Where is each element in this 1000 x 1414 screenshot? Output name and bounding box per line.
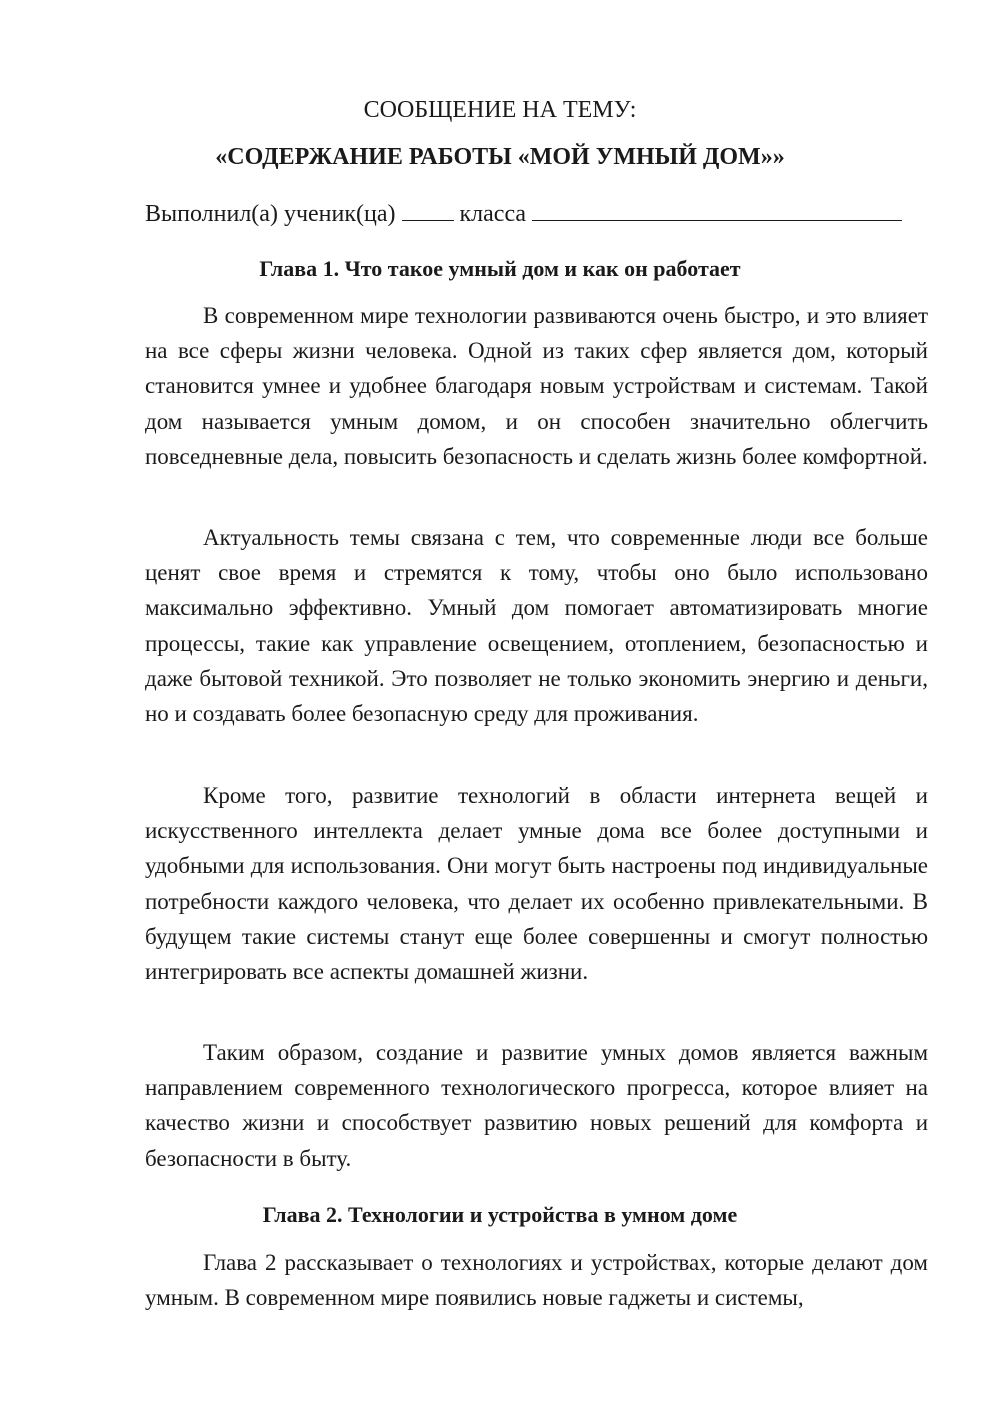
document-title-line-2: «СОДЕРЖАНИЕ РАБОТЫ «МОЙ УМНЫЙ ДОМ»» bbox=[215, 144, 785, 170]
chapter-2-heading: Глава 2. Технологии и устройства в умном доме bbox=[262, 1202, 738, 1227]
chapter-1-paragraph-1: В современном мире технологии развиваются очень быстро, и это влияет на все сферы жизни человека. Одной из таких сфер является дом, который становится умнее и удобнее благодаря новым устройствам и системам. Такой дом называется умным домом, и он способен значительно облегчить повседневные дела, повысить безопасность и сделать жизнь более комфортной. bbox=[145, 303, 928, 469]
chapter-1-heading: Глава 1. Что такое умный дом и как он работает bbox=[259, 256, 741, 281]
author-line bbox=[145, 198, 902, 228]
chapter-2-paragraph-1: Глава 2 рассказывает о технологиях и устройствах, которые делают дом умным. В современном мире появились новые гаджеты и системы, bbox=[145, 1250, 928, 1311]
class-number-blank bbox=[402, 198, 454, 221]
student-name-blank bbox=[532, 198, 902, 221]
document-title-line-1: СООБЩЕНИЕ НА ТЕМУ: bbox=[363, 97, 637, 123]
class-label: класса bbox=[459, 201, 527, 227]
chapter-1-paragraph-3: Кроме того, развитие технологий в области интернета вещей и искусственного интеллекта делает умные дома все более доступными и удобными для использования. Они могут быть настроены под индивидуальные потребности каждого человека, что делает их особенно привлекательными. В будущем такие системы станут еще более совершенны и смогут полностью интегрировать все аспекты домашней жизни. bbox=[145, 783, 928, 985]
chapter-1-paragraph-2: Актуальность темы связана с тем, что современные люди все больше ценят свое время и стремятся к тому, чтобы оно было использовано максимально эффективно. Умный дом помогает автоматизировать многие процессы, такие как управление освещением, отоплением, безопасностью и даже бытовой техникой. Это позволяет не только экономить энергию и деньги, но и создавать более безопасную среду для проживания. bbox=[145, 525, 928, 727]
author-prefix: Выполнил(а) ученик(ца) bbox=[145, 201, 396, 227]
chapter-1-paragraph-4: Таким образом, создание и развитие умных домов является важным направлением современного технологического прогресса, которое влияет на качество жизни и способствует развитию новых решений для комфорта и безопасности в быту. bbox=[145, 1040, 928, 1171]
